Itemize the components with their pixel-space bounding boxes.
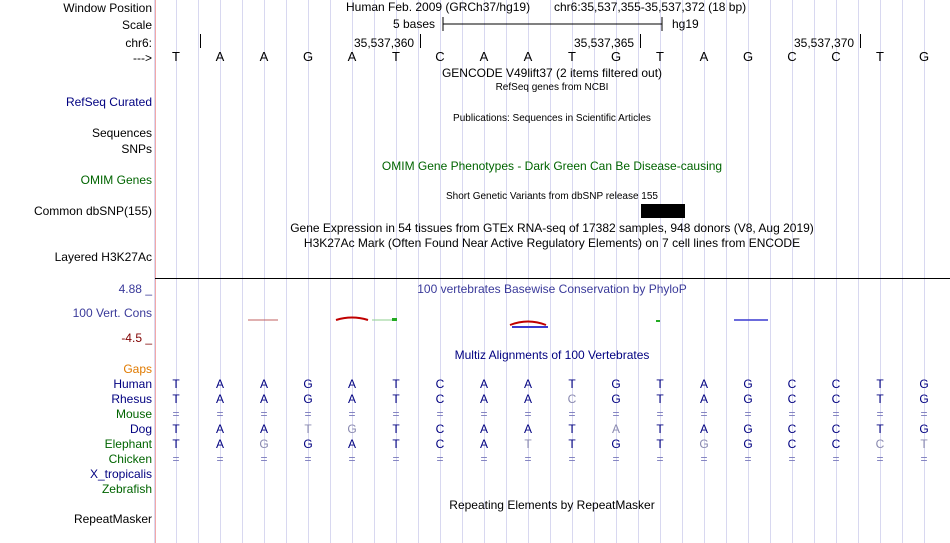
aligned-base: = bbox=[524, 407, 532, 421]
aligned-base: G bbox=[611, 392, 621, 406]
refseq-track-title[interactable]: RefSeq genes from NCBI bbox=[495, 82, 609, 93]
reference-base: C bbox=[831, 49, 841, 64]
aligned-base: T bbox=[304, 422, 312, 436]
publications-track-title[interactable]: Publications: Sequences in Scientific Articles bbox=[453, 113, 651, 124]
gtex-track-title[interactable]: Gene Expression in 54 tissues from GTEx RNA-seq of 17382 samples, 948 donors (V8, Aug 2019) bbox=[290, 221, 814, 235]
reference-base: A bbox=[259, 49, 269, 64]
aligned-base: T bbox=[656, 392, 664, 406]
gaps-label[interactable]: Gaps bbox=[123, 362, 152, 376]
reference-base: G bbox=[302, 49, 314, 64]
phylop-track-title[interactable]: 100 vertebrates Basewise Conservation by PhyloP bbox=[417, 282, 687, 296]
aligned-base: T bbox=[392, 377, 400, 391]
aligned-base: C bbox=[435, 392, 445, 406]
multiz-track-title[interactable]: Multiz Alignments of 100 Vertebrates bbox=[454, 348, 650, 362]
aligned-base: = bbox=[920, 407, 928, 421]
reference-base: T bbox=[172, 49, 180, 64]
aligned-base: = bbox=[172, 452, 180, 466]
cons-track-label[interactable]: 100 Vert. Cons bbox=[72, 306, 152, 320]
ruler-tick bbox=[860, 34, 861, 48]
species-label-rhesus[interactable]: Rhesus bbox=[111, 392, 152, 406]
aligned-base: A bbox=[259, 422, 269, 436]
aligned-base: C bbox=[831, 437, 841, 451]
strand-arrow-label[interactable]: ---> bbox=[133, 51, 152, 65]
refseq-track-label[interactable]: RefSeq Curated bbox=[65, 95, 152, 109]
aligned-base: = bbox=[744, 452, 752, 466]
aligned-base: = bbox=[304, 407, 312, 421]
aligned-base: T bbox=[876, 392, 884, 406]
aligned-base: = bbox=[436, 452, 444, 466]
aligned-base: A bbox=[347, 437, 357, 451]
aligned-base: T bbox=[172, 392, 180, 406]
aligned-base: A bbox=[259, 392, 269, 406]
reference-base: A bbox=[523, 49, 533, 64]
dbsnp-track-label[interactable]: Common dbSNP(155) bbox=[33, 204, 152, 218]
snps-track-label[interactable]: SNPs bbox=[121, 142, 152, 156]
aligned-base: = bbox=[524, 452, 532, 466]
aligned-base: G bbox=[919, 422, 929, 436]
h3k27ac-track-label[interactable]: Layered H3K27Ac bbox=[54, 250, 152, 264]
aligned-base: A bbox=[215, 377, 225, 391]
aligned-base: T bbox=[656, 422, 664, 436]
dbsnp-variant-block[interactable] bbox=[641, 204, 685, 218]
species-label-zebrafish[interactable]: Zebrafish bbox=[101, 482, 152, 496]
ruler-tick-label-1: 35,537,360 bbox=[354, 36, 415, 50]
reference-base: A bbox=[215, 49, 225, 64]
aligned-base: T bbox=[392, 392, 400, 406]
aligned-base: C bbox=[831, 392, 841, 406]
aligned-base: T bbox=[876, 422, 884, 436]
aligned-base: A bbox=[479, 422, 489, 436]
alignment-row-mouse bbox=[0, 407, 950, 422]
reference-bases bbox=[0, 49, 950, 64]
aligned-base: A bbox=[347, 392, 357, 406]
reference-base: G bbox=[610, 49, 622, 64]
aligned-base: T bbox=[392, 422, 400, 436]
aligned-base: = bbox=[876, 452, 884, 466]
ruler-tick bbox=[200, 34, 201, 48]
track-separator bbox=[155, 278, 950, 279]
h3k27ac-track-title[interactable]: H3K27Ac Mark (Often Found Near Active Regulatory Elements) on 7 cell lines from ENCODE bbox=[303, 236, 801, 250]
reference-base: G bbox=[742, 49, 754, 64]
aligned-base: C bbox=[831, 377, 841, 391]
aligned-base: T bbox=[656, 377, 664, 391]
aligned-base: C bbox=[787, 437, 797, 451]
aligned-base: A bbox=[215, 392, 225, 406]
aligned-base: = bbox=[348, 407, 356, 421]
aligned-base: G bbox=[743, 377, 753, 391]
aligned-base: = bbox=[436, 407, 444, 421]
aligned-base: G bbox=[611, 377, 621, 391]
omim-track-title[interactable]: OMIM Gene Phenotypes - Dark Green Can Be Disease-causing bbox=[381, 159, 723, 173]
reference-base: A bbox=[479, 49, 489, 64]
window-position-label[interactable]: Window Position bbox=[63, 1, 152, 15]
gencode-track-title[interactable]: GENCODE V49lift37 (2 items filtered out) bbox=[441, 66, 663, 80]
alignment-row-chicken bbox=[0, 452, 950, 467]
aligned-base: = bbox=[700, 452, 708, 466]
aligned-base: C bbox=[831, 422, 841, 436]
phylop-graph[interactable] bbox=[156, 300, 950, 335]
aligned-base: = bbox=[568, 452, 576, 466]
aligned-base: G bbox=[303, 377, 313, 391]
aligned-base: = bbox=[612, 407, 620, 421]
scale-label[interactable]: Scale bbox=[121, 18, 152, 32]
aligned-base: = bbox=[612, 452, 620, 466]
aligned-base: A bbox=[611, 422, 621, 436]
sequences-track-label[interactable]: Sequences bbox=[91, 126, 152, 140]
aligned-base: G bbox=[743, 392, 753, 406]
position-readout: chr6:35,537,355-35,537,372 (18 bp) bbox=[554, 0, 747, 14]
aligned-base: G bbox=[919, 377, 929, 391]
aligned-base: A bbox=[259, 377, 269, 391]
aligned-base: T bbox=[172, 422, 180, 436]
alignment-row-elephant bbox=[0, 437, 950, 452]
aligned-base: A bbox=[523, 377, 533, 391]
aligned-base: = bbox=[260, 407, 268, 421]
omim-track-label[interactable]: OMIM Genes bbox=[80, 173, 152, 187]
aligned-base: C bbox=[435, 422, 445, 436]
aligned-base: T bbox=[172, 377, 180, 391]
aligned-base: = bbox=[744, 407, 752, 421]
aligned-base: = bbox=[392, 452, 400, 466]
repeatmasker-track-label[interactable]: RepeatMasker bbox=[73, 512, 152, 526]
aligned-base: G bbox=[347, 422, 357, 436]
aligned-base: = bbox=[172, 407, 180, 421]
aligned-base: A bbox=[215, 437, 225, 451]
aligned-base: C bbox=[787, 392, 797, 406]
aligned-base: = bbox=[216, 452, 224, 466]
reference-base: A bbox=[347, 49, 357, 64]
aligned-base: T bbox=[568, 437, 576, 451]
aligned-base: = bbox=[568, 407, 576, 421]
ruler-tick-label-3: 35,537,370 bbox=[794, 36, 855, 50]
aligned-base: C bbox=[875, 437, 885, 451]
species-label-human[interactable]: Human bbox=[113, 377, 152, 391]
aligned-base: G bbox=[699, 437, 709, 451]
aligned-base: C bbox=[567, 392, 577, 406]
aligned-base: = bbox=[788, 407, 796, 421]
reference-base: C bbox=[787, 49, 797, 64]
aligned-base: G bbox=[303, 437, 313, 451]
reference-base: A bbox=[699, 49, 709, 64]
ruler-tick bbox=[420, 34, 421, 48]
aligned-base: T bbox=[392, 437, 400, 451]
aligned-base: C bbox=[787, 377, 797, 391]
reference-base: T bbox=[568, 49, 576, 64]
aligned-base: = bbox=[480, 452, 488, 466]
chromosome-label[interactable]: chr6: bbox=[125, 36, 152, 50]
aligned-base: = bbox=[480, 407, 488, 421]
aligned-base: G bbox=[743, 437, 753, 451]
reference-base: T bbox=[392, 49, 400, 64]
aligned-base: A bbox=[479, 377, 489, 391]
aligned-base: = bbox=[656, 452, 664, 466]
aligned-base: = bbox=[832, 407, 840, 421]
species-label-dog[interactable]: Dog bbox=[129, 422, 152, 436]
aligned-base: = bbox=[348, 452, 356, 466]
aligned-base: T bbox=[172, 437, 180, 451]
aligned-base: = bbox=[832, 452, 840, 466]
ruler-tick-label-2: 35,537,365 bbox=[574, 36, 635, 50]
reference-base: T bbox=[656, 49, 664, 64]
aligned-base: = bbox=[392, 407, 400, 421]
aligned-base: A bbox=[523, 422, 533, 436]
cons-min-label: -4.5 _ bbox=[121, 331, 152, 345]
aligned-base: A bbox=[479, 437, 489, 451]
species-label-elephant[interactable]: Elephant bbox=[104, 437, 152, 451]
aligned-base: G bbox=[611, 437, 621, 451]
scale-bar bbox=[440, 15, 666, 33]
aligned-base: = bbox=[700, 407, 708, 421]
aligned-base: G bbox=[919, 392, 929, 406]
aligned-base: A bbox=[523, 392, 533, 406]
aligned-base: A bbox=[347, 377, 357, 391]
scale-db: hg19 bbox=[672, 17, 699, 31]
aligned-base: A bbox=[699, 377, 709, 391]
dbsnp-track-title[interactable]: Short Genetic Variants from dbSNP release 155 bbox=[446, 191, 658, 202]
aligned-base: = bbox=[216, 407, 224, 421]
aligned-base: = bbox=[788, 452, 796, 466]
aligned-base: = bbox=[876, 407, 884, 421]
repeatmasker-track-title[interactable]: Repeating Elements by RepeatMasker bbox=[449, 498, 655, 512]
aligned-base: C bbox=[435, 377, 445, 391]
reference-base: G bbox=[918, 49, 930, 64]
reference-base: C bbox=[435, 49, 445, 64]
aligned-base: T bbox=[568, 422, 576, 436]
aligned-base: A bbox=[699, 392, 709, 406]
alignment-row-dog bbox=[0, 422, 950, 437]
assembly-title: Human Feb. 2009 (GRCh37/hg19) bbox=[346, 0, 531, 14]
aligned-base: T bbox=[656, 437, 664, 451]
species-label-mouse[interactable]: Mouse bbox=[115, 407, 152, 421]
aligned-base: T bbox=[920, 437, 928, 451]
scale-text: 5 bases bbox=[393, 17, 436, 31]
aligned-base: A bbox=[215, 422, 225, 436]
aligned-base: C bbox=[787, 422, 797, 436]
aligned-base: = bbox=[656, 407, 664, 421]
aligned-base: = bbox=[304, 452, 312, 466]
species-label-chicken[interactable]: Chicken bbox=[108, 452, 152, 466]
aligned-base: T bbox=[876, 377, 884, 391]
alignment-row-rhesus bbox=[0, 392, 950, 407]
aligned-base: = bbox=[920, 452, 928, 466]
aligned-base: T bbox=[524, 437, 532, 451]
species-label-x-tropicalis[interactable]: X_tropicalis bbox=[89, 467, 152, 481]
aligned-base: T bbox=[568, 377, 576, 391]
aligned-base: = bbox=[260, 452, 268, 466]
aligned-base: G bbox=[303, 392, 313, 406]
ruler-tick bbox=[640, 34, 641, 48]
aligned-base: G bbox=[743, 422, 753, 436]
alignment-row-human bbox=[0, 377, 950, 392]
aligned-base: G bbox=[259, 437, 269, 451]
aligned-base: A bbox=[479, 392, 489, 406]
cons-max-label: 4.88 _ bbox=[118, 282, 152, 296]
aligned-base: C bbox=[435, 437, 445, 451]
reference-base: T bbox=[876, 49, 884, 64]
aligned-base: A bbox=[699, 422, 709, 436]
